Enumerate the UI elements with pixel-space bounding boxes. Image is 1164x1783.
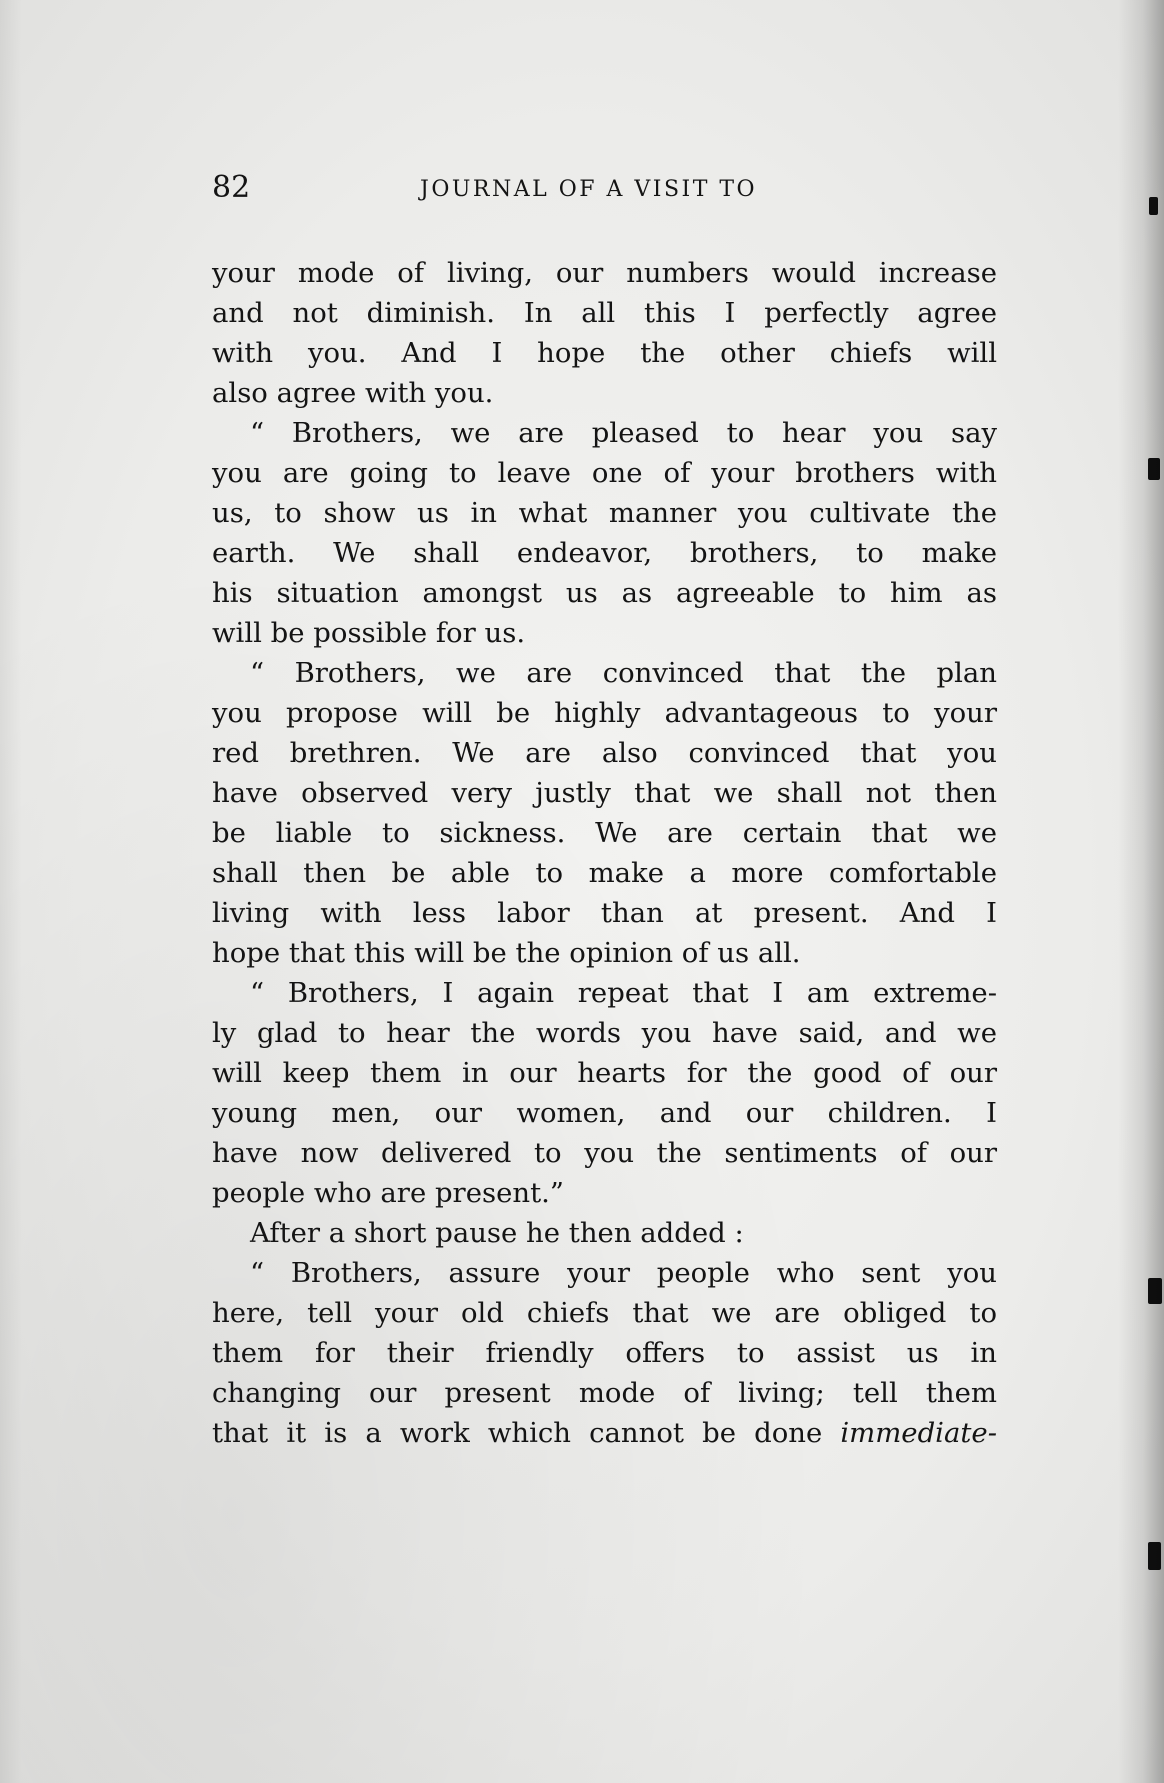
text-line: and not diminish. In all this I perfectly agree bbox=[212, 297, 997, 329]
binding-mark bbox=[1148, 458, 1160, 480]
text-line: After a short pause he then added : bbox=[250, 1217, 744, 1249]
text-line: you are going to leave one of your brothers with bbox=[212, 457, 997, 489]
body-text bbox=[212, 253, 997, 1453]
text-line: will be possible for us. bbox=[212, 617, 526, 649]
text-line: also agree with you. bbox=[212, 377, 494, 409]
text-line: your mode of living, our numbers would increase bbox=[212, 257, 997, 289]
text-line: changing our present mode of living; tell them bbox=[212, 1377, 997, 1409]
text-line: with you. And I hope the other chiefs will bbox=[212, 337, 997, 369]
text-line: ly glad to hear the words you have said, and we bbox=[212, 1017, 997, 1049]
text-line: “ Brothers, assure your people who sent you bbox=[250, 1257, 997, 1289]
text-line: “ Brothers, we are convinced that the plan bbox=[250, 657, 997, 689]
binding-mark bbox=[1148, 1278, 1162, 1304]
text-line-final-roman: that it is a work which cannot be done bbox=[212, 1417, 823, 1449]
text-line: people who are present.” bbox=[212, 1177, 564, 1209]
text-line: living with less labor than at present. And I bbox=[212, 897, 997, 929]
italic-word: immediate- bbox=[840, 1417, 997, 1449]
text-line-final bbox=[212, 1413, 997, 1453]
binding-mark bbox=[1149, 197, 1158, 215]
text-line: “ Brothers, we are pleased to hear you say bbox=[250, 417, 997, 449]
text-line: will keep them in our hearts for the good of our bbox=[212, 1057, 997, 1089]
running-head bbox=[212, 168, 1002, 208]
text-line: have observed very justly that we shall not then bbox=[212, 777, 997, 809]
page-number: 82 bbox=[212, 170, 251, 205]
text-line: have now delivered to you the sentiments of our bbox=[212, 1137, 997, 1169]
text-line: be liable to sickness. We are certain that we bbox=[212, 817, 997, 849]
text-line: us, to show us in what manner you cultivate the bbox=[212, 497, 997, 529]
text-line: earth. We shall endeavor, brothers, to make bbox=[212, 537, 997, 569]
text-line: hope that this will be the opinion of us all. bbox=[212, 937, 801, 969]
text-line: “ Brothers, I again repeat that I am extreme- bbox=[250, 977, 997, 1009]
text-line: young men, our women, and our children. I bbox=[212, 1097, 997, 1129]
text-line: here, tell your old chiefs that we are obliged to bbox=[212, 1297, 997, 1329]
text-line: them for their friendly offers to assist us in bbox=[212, 1337, 997, 1369]
text-line: you propose will be highly advantageous to your bbox=[212, 697, 997, 729]
text-line: shall then be able to make a more comfortable bbox=[212, 857, 997, 889]
text-line: red brethren. We are also convinced that you bbox=[212, 737, 997, 769]
running-title: JOURNAL OF A VISIT TO bbox=[420, 177, 758, 202]
text-line: his situation amongst us as agreeable to him as bbox=[212, 577, 997, 609]
binding-mark bbox=[1148, 1542, 1161, 1570]
